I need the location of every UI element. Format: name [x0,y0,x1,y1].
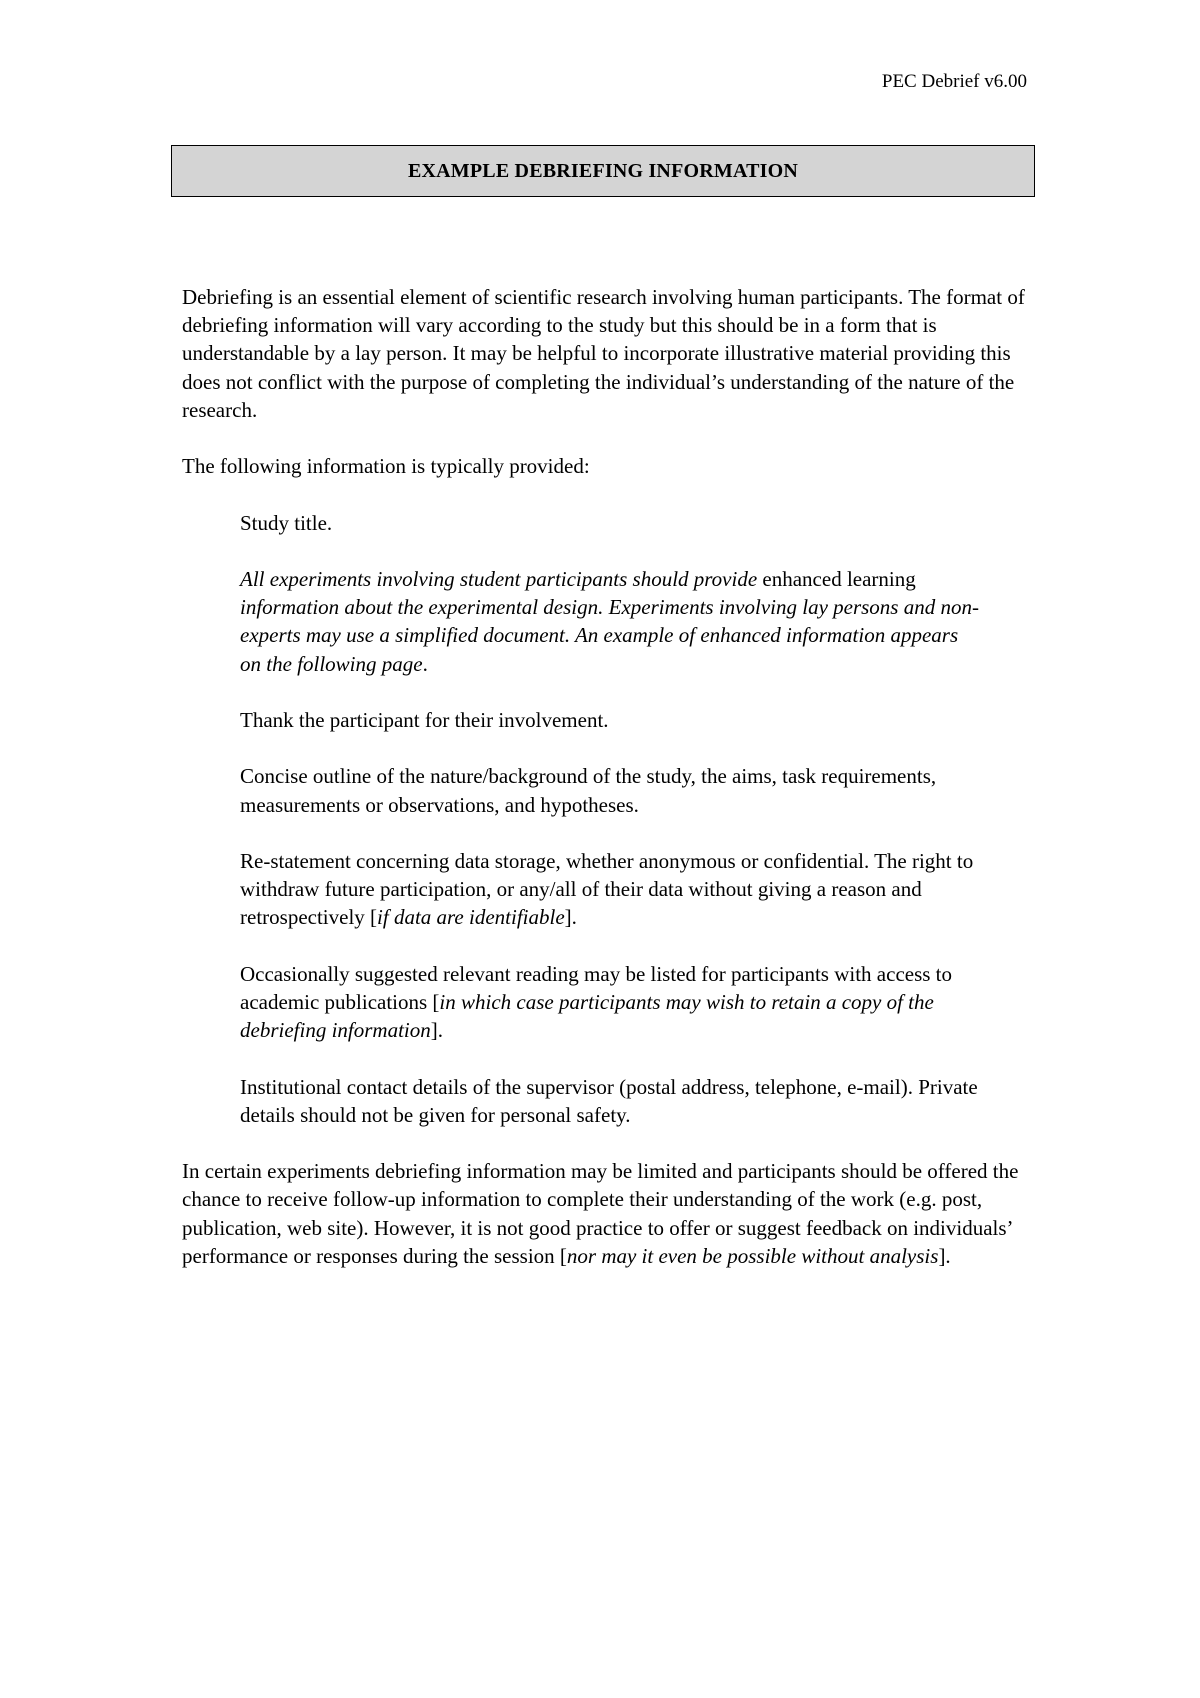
data-storage-text-2: ]. [564,905,577,930]
provided-information-list [240,509,980,1129]
list-item-enhanced-information [240,565,980,678]
title-banner [171,145,1035,197]
list-item-contact-details: Institutional contact details of the supervisor (postal address, telephone, e-mail). Private details should not be given for personal safety. [240,1074,978,1127]
document-version-label: PEC Debrief v6.00 [881,71,1027,92]
intro-paragraph: Debriefing is an essential element of scientific research involving human participants. The format of debriefing information will vary according to the study but this should be in a form that is understandable by a lay person. It may be helpful to incorporate illustrative material providing this does not conflict with the purpose of completing the individual’s understanding of the nature of the research. [182,285,1025,422]
reading-text-1: Occasionally suggested relevant reading may be listed for participants with access to academic publications [ [240,961,953,1014]
page-title: EXAMPLE DEBRIEFING INFORMATION [407,159,799,182]
enhanced-normal-text-2: . [422,651,428,676]
list-item-study-title: Study title. [240,510,333,535]
closing-text-1: In certain experiments debriefing information may be limited and participants should be offered the chance to receive follow-up information to complete their understanding of the work (e.g. post, publication, web site). However, it is not good practice to offer or suggest feedback on individuals’ performance or responses during the session [ [182,1159,1019,1268]
data-storage-text-1: Re-statement concerning data storage, whether anonymous or confidential. The right to withdraw future participation, or any/all of their data without giving a reason and retrospectively [ [240,848,974,930]
document-body [182,283,1032,1298]
reading-italic-text: in which case participants may wish to retain a copy of the debriefing information [240,989,934,1043]
closing-paragraph [182,1157,1032,1270]
list-intro-paragraph: The following information is typically provided: [182,454,590,479]
list-item-data-storage [240,847,980,932]
enhanced-normal-text-1: enhanced learning [757,566,916,591]
closing-text-2: ]. [938,1243,951,1268]
enhanced-italic-text-1: All experiments involving student participants should provide [240,566,758,591]
list-item-suggested-reading [240,960,980,1045]
data-storage-italic-text: if data are identifiable [377,905,565,930]
list-item-study-outline: Concise outline of the nature/background of the study, the aims, task requirements, measurements or observations, and hypotheses. [240,764,937,817]
enhanced-italic-text-2: information about the experimental design. Experiments involving lay persons and non-experts may use a simplified document. An example of enhanced information appears on the following page [240,595,979,676]
list-item-thanks: Thank the participant for their involvement. [240,707,609,732]
closing-italic-text: nor may it even be possible without analysis [566,1243,939,1268]
reading-text-2: ]. [430,1018,443,1043]
